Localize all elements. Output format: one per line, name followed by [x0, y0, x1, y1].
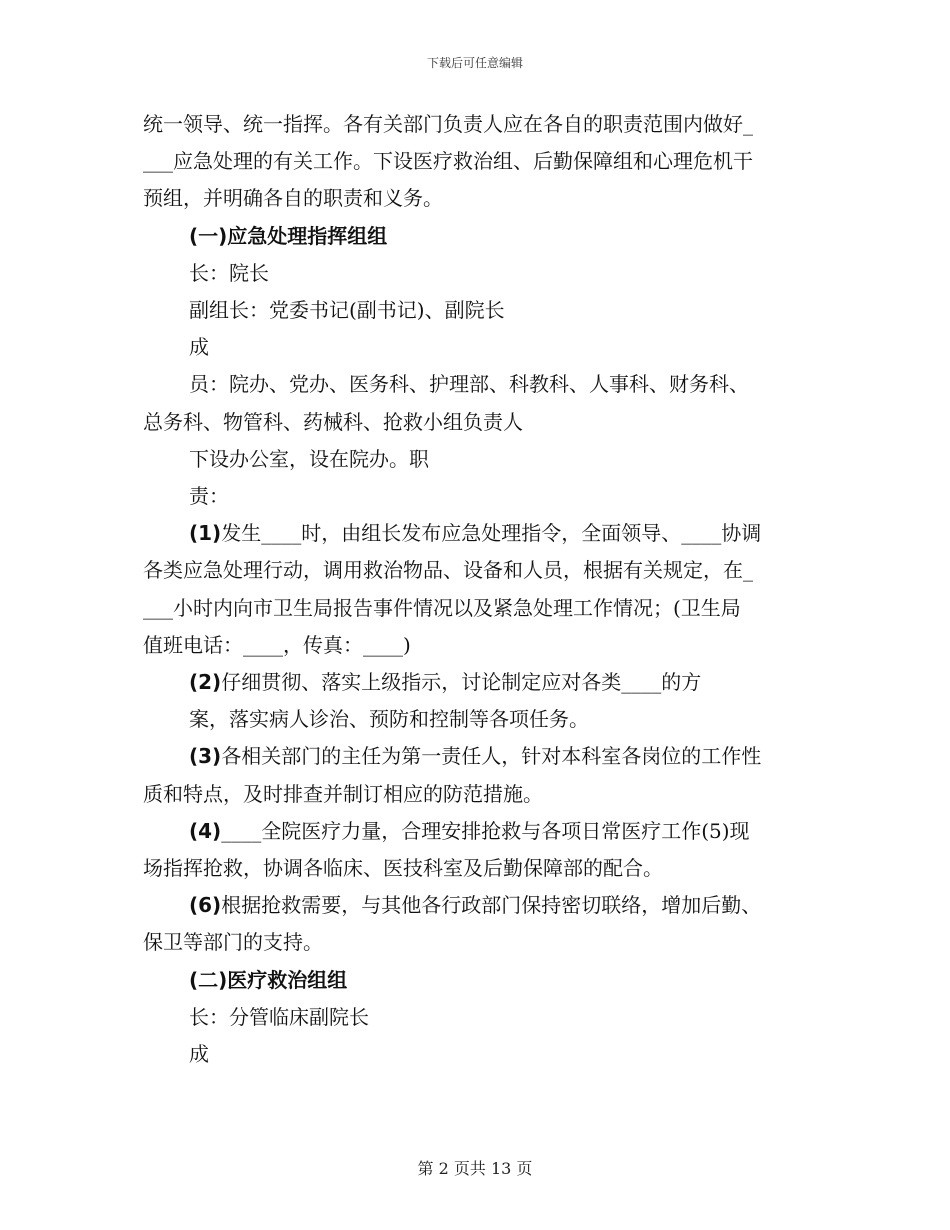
paragraph-line: 统一领导、统一指挥。各有关部门负责人应在各自的职责范围内做好_	[143, 112, 753, 136]
list-item	[143, 813, 811, 850]
list-item	[143, 664, 811, 701]
list-number: (2)	[189, 670, 222, 695]
list-text: 根据抢救需要，与其他各行政部门保持密切联络，增加后勤、	[221, 893, 762, 918]
document-body	[143, 106, 811, 1073]
page-footer: 第 2 页共 13 页	[417, 1159, 533, 1178]
paragraph-line: 长：院长	[189, 260, 269, 285]
list-text: ____全院医疗力量，合理安排抢救与各项日常医疗工作(5)现	[221, 818, 750, 843]
list-item	[143, 738, 811, 775]
paragraph-line: 总务科、物管科、药械科、抢救小组负责人	[143, 409, 523, 434]
paragraph-line: 责：	[189, 484, 229, 509]
paragraph-line: 成	[189, 1042, 209, 1067]
list-text: 仔细贯彻、落实上级指示，讨论制定应对各类____的方	[221, 670, 702, 695]
paragraph-line: 案，落实病人诊治、预防和控制等各项任务。	[189, 707, 589, 732]
paragraph-line: ___应急处理的有关工作。下设医疗救治组、后勤保障组和心理危机干	[143, 149, 753, 174]
list-number: (1)	[189, 521, 222, 546]
list-number: (6)	[189, 893, 222, 918]
paragraph-line: 下设办公室，设在院办。职	[189, 446, 429, 471]
paragraph-line: 员：院办、党办、医务科、护理部、科教科、人事科、财务科、	[189, 372, 749, 397]
paragraph-line: 长：分管临床副院长	[189, 1004, 369, 1029]
page-header: 下载后可任意编辑	[426, 56, 523, 70]
list-text: 发生____时，由组长发布应急处理指令，全面领导、____协调	[221, 521, 762, 546]
list-number: (3)	[189, 744, 222, 769]
paragraph-line: 成	[189, 335, 209, 360]
list-item	[143, 887, 811, 924]
paragraph-line: 保卫等部门的支持。	[143, 930, 323, 955]
paragraph-line: 预组，并明确各自的职责和义务。	[143, 186, 443, 211]
paragraph-line: 副组长：党委书记(副书记)、副院长	[189, 298, 505, 323]
list-number: (4)	[189, 818, 222, 843]
paragraph-line: ___小时内向市卫生局报告事件情况以及紧急处理工作情况；(卫生局	[143, 595, 741, 620]
section-heading: (二)医疗救治组组	[189, 967, 348, 992]
paragraph-line: 各类应急处理行动，调用救治物品、设备和人员，根据有关规定，在_	[143, 558, 753, 583]
paragraph-line: 场指挥抢救，协调各临床、医技科室及后勤保障部的配合。	[143, 856, 663, 881]
paragraph-line: 值班电话：____，传真：____)	[143, 632, 411, 657]
list-text: 各相关部门的主任为第一责任人，针对本科室各岗位的工作性	[221, 744, 762, 769]
list-item	[143, 515, 811, 552]
section-heading: (一)应急处理指挥组组	[189, 223, 388, 248]
paragraph-line: 质和特点，及时排查并制订相应的防范措施。	[143, 781, 543, 806]
